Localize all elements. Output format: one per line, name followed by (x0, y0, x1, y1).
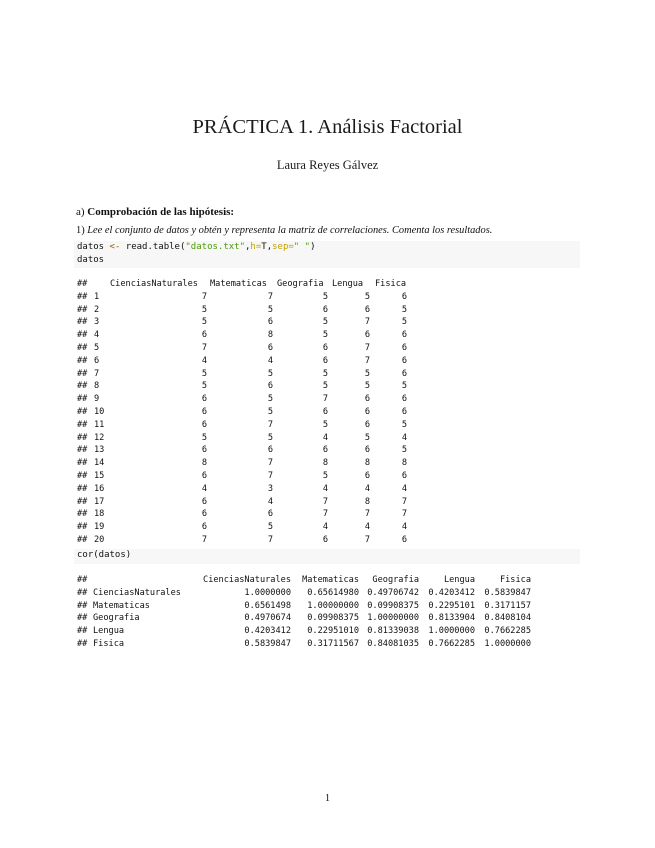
table-row (77, 420, 582, 433)
table-row (77, 458, 582, 471)
row-id: 6 (94, 355, 100, 366)
row-prefix: ## (77, 355, 88, 366)
table-cell: 7 (401, 496, 407, 507)
matrix-cell: 1.0000000 (484, 639, 531, 649)
table-row (77, 522, 582, 535)
row-id: 13 (94, 445, 105, 456)
code-arg-h-value: T (261, 242, 267, 252)
table-cell: 7 (267, 535, 273, 545)
document-title: PRÁCTICA 1. Análisis Factorial (192, 116, 463, 138)
row-id: 17 (94, 496, 105, 507)
table-cell: 5 (322, 419, 328, 430)
table-cell: 6 (364, 407, 370, 417)
row-prefix: ## (77, 600, 88, 611)
row-name: CienciasNaturales (93, 587, 181, 598)
row-name: Matematicas (93, 600, 150, 611)
table-row (77, 305, 582, 318)
row-prefix: ## (77, 304, 88, 315)
table-cell: 7 (267, 419, 273, 430)
matrix-cell: 0.84081035 (367, 639, 419, 649)
matrix-cell: 0.65614980 (307, 587, 359, 598)
table-cell: 6 (201, 471, 207, 481)
table-cell: 6 (267, 317, 273, 328)
table-row (77, 445, 582, 458)
table-cell: 3 (267, 483, 273, 494)
table-cell: 5 (322, 368, 328, 379)
matrix-cell: 0.31711567 (307, 639, 359, 649)
column-header: Fisica (375, 279, 407, 289)
table-cell: 8 (364, 458, 370, 469)
row-name: Lengua (93, 626, 125, 637)
table-cell: 8 (364, 496, 370, 507)
column-header: Geografia (277, 279, 324, 289)
code-var: datos (77, 242, 105, 252)
code-assign-operator: <- (109, 242, 121, 252)
matrix-header-row (77, 575, 582, 588)
table-cell: 6 (401, 355, 407, 366)
table-cell: 6 (267, 381, 273, 392)
row-prefix: ## (77, 483, 88, 494)
table-cell: 4 (322, 483, 328, 494)
matrix-cell: 1.00000000 (367, 613, 419, 624)
code-line-cor: cor(datos) (77, 550, 132, 560)
column-header: CienciasNaturales (203, 575, 291, 585)
table-cell: 6 (322, 535, 328, 545)
table-cell: 6 (267, 445, 273, 456)
row-prefix: ## (77, 368, 88, 379)
table-cell: 7 (364, 535, 370, 545)
table-cell: 4 (401, 522, 407, 533)
row-prefix: ## (77, 394, 88, 405)
section-prefix: a) (76, 206, 85, 218)
table-row (77, 433, 582, 446)
table-row (77, 292, 582, 305)
table-cell: 6 (401, 471, 407, 481)
table-cell: 5 (201, 317, 207, 328)
matrix-cell: 0.5839847 (484, 587, 531, 598)
table-cell: 6 (201, 445, 207, 456)
table-cell: 8 (401, 458, 407, 469)
row-prefix: ## (77, 419, 88, 430)
code-line-read-table (74, 241, 580, 254)
table-cell: 6 (201, 419, 207, 430)
table-cell: 7 (267, 458, 273, 469)
table-cell: 5 (322, 330, 328, 341)
table-cell: 5 (401, 317, 407, 328)
row-id: 8 (94, 381, 100, 392)
table-cell: 4 (364, 522, 370, 533)
table-cell: 5 (267, 304, 273, 315)
table-cell: 6 (322, 407, 328, 417)
matrix-cell: 0.3171157 (484, 600, 531, 611)
table-cell: 6 (401, 394, 407, 405)
table-cell: 5 (322, 381, 328, 392)
table-row (77, 356, 582, 369)
table-cell: 7 (364, 509, 370, 520)
table-cell: 5 (201, 304, 207, 315)
table-cell: 4 (322, 522, 328, 533)
matrix-cell: 0.8408104 (484, 613, 531, 624)
matrix-cell: 0.8133904 (428, 613, 475, 624)
code-arg-sep: sep= (272, 242, 294, 252)
row-prefix: ## (77, 522, 88, 533)
table-cell: 5 (267, 394, 273, 405)
table-cell: 7 (322, 496, 328, 507)
table-cell: 6 (364, 419, 370, 430)
matrix-cell: 0.49706742 (367, 587, 419, 598)
table-cell: 4 (401, 432, 407, 443)
matrix-cell: 1.0000000 (244, 587, 291, 598)
table-cell: 6 (364, 445, 370, 456)
row-prefix: ## (77, 471, 88, 481)
table-row (77, 369, 582, 382)
matrix-cell: 0.7662285 (428, 639, 475, 649)
table-cell: 6 (201, 522, 207, 533)
column-header: Matematicas (210, 279, 267, 289)
matrix-cell: 0.4970674 (244, 613, 291, 624)
matrix-row (77, 601, 582, 614)
row-prefix: ## (77, 587, 88, 598)
row-name: Geografia (93, 613, 140, 624)
table-cell: 6 (401, 368, 407, 379)
code-block-cor (74, 549, 580, 564)
table-cell: 6 (322, 343, 328, 353)
table-cell: 7 (364, 343, 370, 353)
row-prefix: ## (77, 317, 88, 328)
code-arg-h: h= (250, 242, 262, 252)
matrix-row (77, 626, 582, 639)
table-cell: 4 (364, 483, 370, 494)
row-id: 16 (94, 483, 105, 494)
table-cell: 6 (322, 355, 328, 366)
table-cell: 5 (364, 381, 370, 392)
row-id: 2 (94, 304, 100, 315)
table-cell: 5 (364, 368, 370, 379)
matrix-cell: 0.4203412 (428, 587, 475, 598)
row-id: 12 (94, 432, 105, 443)
table-cell: 6 (267, 343, 273, 353)
row-prefix: ## (77, 535, 88, 545)
row-id: 10 (94, 407, 105, 417)
row-id: 9 (94, 394, 100, 405)
row-prefix: ## (77, 639, 88, 649)
table-cell: 6 (322, 445, 328, 456)
table-cell: 7 (267, 291, 273, 302)
code-comma: , (245, 242, 251, 252)
table-cell: 7 (322, 509, 328, 520)
row-prefix: ## (77, 458, 88, 469)
table-cell: 4 (267, 496, 273, 507)
table-row (77, 484, 582, 497)
row-prefix: ## (77, 291, 88, 302)
column-header: Fisica (499, 575, 531, 585)
table-cell: 7 (201, 343, 207, 353)
row-prefix: ## (77, 445, 88, 456)
row-id: 11 (94, 419, 105, 430)
row-id: 1 (94, 291, 100, 302)
row-id: 18 (94, 509, 105, 520)
row-id: 19 (94, 522, 105, 533)
table-cell: 5 (401, 419, 407, 430)
page-number: 1 (324, 793, 331, 804)
row-id: 7 (94, 368, 100, 379)
column-header: CienciasNaturales (110, 279, 198, 289)
table-cell: 5 (322, 317, 328, 328)
matrix-row (77, 639, 582, 652)
table-row (77, 407, 582, 420)
table-cell: 7 (201, 291, 207, 302)
table-cell: 6 (401, 407, 407, 417)
matrix-cell: 0.7662285 (484, 626, 531, 637)
table-row (77, 317, 582, 330)
row-id: 14 (94, 458, 105, 469)
exercise-instruction (76, 225, 492, 236)
table-cell: 6 (201, 496, 207, 507)
table-cell: 6 (401, 343, 407, 353)
table-cell: 4 (201, 355, 207, 366)
matrix-cell: 0.5839847 (244, 639, 291, 649)
table-cell: 6 (364, 304, 370, 315)
row-name: Fisica (93, 639, 125, 649)
row-id: 15 (94, 471, 105, 481)
table-cell: 4 (401, 483, 407, 494)
table-cell: 6 (201, 394, 207, 405)
table-cell: 6 (364, 394, 370, 405)
table-cell: 7 (267, 471, 273, 481)
instruction-text: Lee el conjunto de datos y obtén y representa la matriz de correlaciones. Comenta los resultados. (87, 225, 493, 236)
matrix-cell: 0.2295101 (428, 600, 475, 611)
table-cell: 7 (201, 535, 207, 545)
matrix-cell: 0.09908375 (367, 600, 419, 611)
table-row (77, 330, 582, 343)
row-id: 20 (94, 535, 105, 545)
table-cell: 5 (401, 381, 407, 392)
instruction-number: 1) (76, 225, 85, 236)
row-prefix: ## (77, 407, 88, 417)
table-cell: 7 (322, 394, 328, 405)
matrix-cell: 1.0000000 (428, 626, 475, 637)
row-id: 3 (94, 317, 100, 328)
row-id: 5 (94, 343, 100, 353)
table-cell: 5 (267, 432, 273, 443)
column-header: Lengua (332, 279, 364, 289)
table-cell: 6 (201, 407, 207, 417)
code-filename-string: "datos.txt" (185, 242, 245, 252)
author-name: Laura Reyes Gálvez (276, 158, 379, 172)
row-prefix: ## (77, 613, 88, 624)
table-cell: 6 (201, 509, 207, 520)
table-row (77, 509, 582, 522)
table-cell: 5 (201, 368, 207, 379)
row-prefix: ## (77, 626, 88, 637)
code-comma: , (266, 242, 273, 252)
table-cell: 6 (364, 471, 370, 481)
table-cell: 5 (267, 407, 273, 417)
table-cell: 5 (401, 445, 407, 456)
code-line-print-datos: datos (77, 254, 105, 265)
table-cell: 6 (401, 535, 407, 545)
table-cell: 7 (364, 317, 370, 328)
matrix-cell: 1.00000000 (307, 600, 359, 611)
table-cell: 6 (364, 330, 370, 341)
table-cell: 6 (401, 330, 407, 341)
section-title: Comprobación de las hipótesis: (87, 206, 235, 218)
table-cell: 5 (267, 368, 273, 379)
table-cell: 6 (401, 291, 407, 302)
table-cell: 7 (364, 355, 370, 366)
table-cell: 5 (201, 381, 207, 392)
row-prefix: ## (77, 330, 88, 341)
matrix-row (77, 588, 582, 601)
column-header: Lengua (443, 575, 475, 585)
section-heading (76, 206, 234, 218)
table-header-row (77, 279, 582, 292)
table-cell: 4 (322, 432, 328, 443)
table-cell: 8 (267, 330, 273, 341)
table-cell: 5 (322, 471, 328, 481)
row-id: 4 (94, 330, 100, 341)
column-header: Geografia (372, 575, 419, 585)
row-prefix: ## (77, 432, 88, 443)
table-row (77, 343, 582, 356)
matrix-cell: 0.6561498 (244, 600, 291, 611)
code-function: read.table( (125, 242, 186, 252)
table-row (77, 394, 582, 407)
table-cell: 4 (267, 355, 273, 366)
table-cell: 5 (322, 291, 328, 302)
row-prefix: ## (77, 509, 88, 520)
table-cell: 6 (322, 304, 328, 315)
column-header: Matematicas (302, 575, 359, 585)
table-cell: 7 (401, 509, 407, 520)
matrix-cell: 0.4203412 (244, 626, 291, 637)
row-prefix: ## (77, 343, 88, 353)
matrix-cell: 0.81339038 (367, 626, 419, 637)
row-prefix: ## (77, 381, 88, 392)
matrix-row (77, 613, 582, 626)
table-cell: 4 (201, 483, 207, 494)
table-row (77, 497, 582, 510)
row-prefix: ## (77, 496, 88, 507)
table-row (77, 535, 582, 548)
code-sep-string: " " (293, 242, 311, 252)
matrix-cell: 0.22951010 (307, 626, 359, 637)
table-cell: 5 (267, 522, 273, 533)
table-row (77, 381, 582, 394)
code-block-read (74, 241, 580, 268)
row-prefix: ## (77, 279, 88, 289)
table-cell: 5 (401, 304, 407, 315)
row-prefix: ## (77, 575, 88, 585)
table-cell: 8 (201, 458, 207, 469)
matrix-cell: 0.09908375 (307, 613, 359, 624)
table-cell: 5 (201, 432, 207, 443)
table-row (77, 471, 582, 484)
table-cell: 5 (364, 432, 370, 443)
table-cell: 8 (322, 458, 328, 469)
table-cell: 6 (201, 330, 207, 341)
table-cell: 5 (364, 291, 370, 302)
table-cell: 6 (267, 509, 273, 520)
code-close-paren: ) (310, 242, 316, 252)
